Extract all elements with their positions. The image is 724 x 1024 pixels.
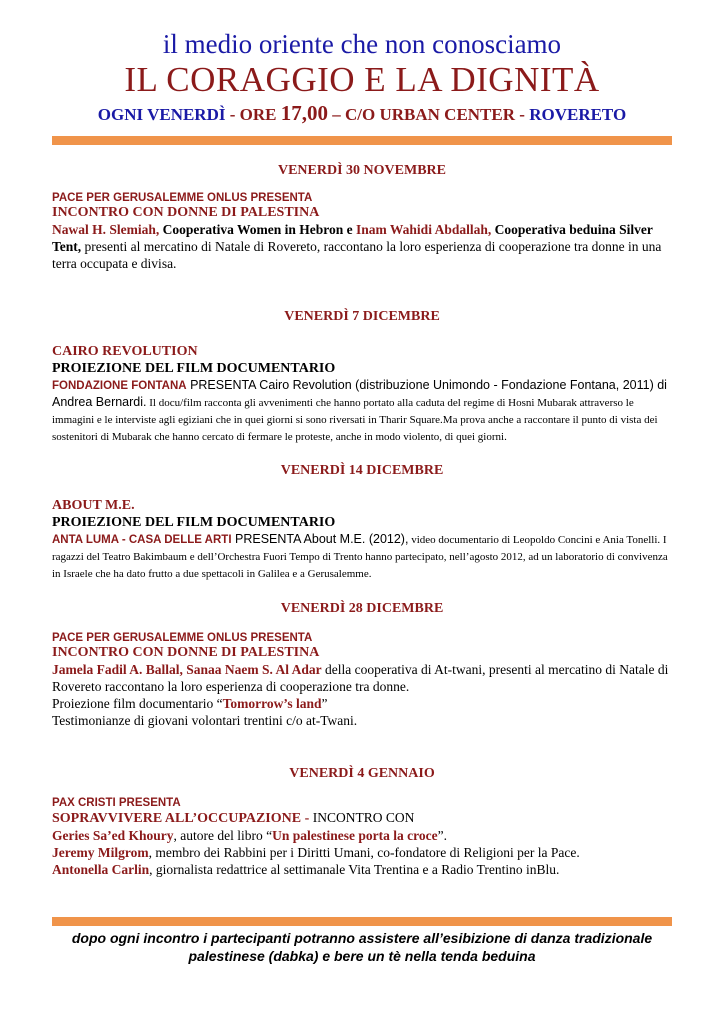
book-title: Un palestinese porta la croce [272,828,438,843]
event-title: INCONTRO CON DONNE DI PALESTINA [52,205,320,220]
event-description: Jamela Fadil A. Ballal, Sanaa Naem S. Al Adar della cooperativa di At-twani, presenti al mercatino di Natale di Rovereto raccontano la loro esperienza di cooperazione tra donne. [52,662,669,694]
schedule-city: ROVERETO [529,105,627,124]
event-organizer: PACE PER GERUSALEMME ONLUS PRESENTA [52,632,313,644]
event-30-novembre [52,163,672,272]
footer-note: dopo ogni incontro i partecipanti potranno assistere all’esibizione di danza tradizionale palestinese (dabka) e bere un tè nella tenda beduina [71,930,653,964]
event-organizer-line: FONDAZIONE FONTANA PRESENTA Cairo Revolution (distribuzione Unimondo - Fondazione Fontana, 2011) di Andrea Bernardi. Il docu/film racconta gli avvenimenti che hanno portato alla caduta del regime di Hosni Mubarak attraverso le immagini e le interviste agli egiziani che in quei giorni si sono riversati in Tharir Square.Ma prova anche a raccontare il punto di vista dei sostenitori di Mubarak che hanno cercato di fermare le proteste, anche in modo violento, di quei giorni. [52,378,667,443]
film-line: Proiezione film documentario “Tomorrow’s land” [52,696,328,711]
page-header [0,28,724,126]
schedule-separator: - [225,105,240,124]
schedule-time: 17,00 [280,101,328,125]
page-subtitle: il medio oriente che non conosciamo [162,29,562,59]
page-title: IL CORAGGIO E LA DIGNITÀ [124,60,600,99]
event-date: VENERDÌ 7 DICEMBRE [284,309,440,324]
schedule-ore: ORE [239,105,281,124]
testimony-line: Testimonianze di giovani volontari trentini c/o at-Twani. [52,713,358,728]
speaker-name: Inam Wahidi Abdallah, [356,222,492,237]
event-4-gennaio [52,766,672,878]
event-subtitle: PROIEZIONE DEL FILM DOCUMENTARIO [52,515,336,530]
event-7-dicembre [52,309,672,445]
event-title: INCONTRO CON DONNE DI PALESTINA [52,645,320,660]
event-14-dicembre [52,463,672,582]
event-title: ABOUT M.E. [52,498,135,513]
event-date: VENERDÌ 30 NOVEMBRE [277,163,446,178]
event-date: VENERDÌ 4 GENNAIO [289,766,435,781]
film-title: Tomorrow’s land [222,696,322,711]
event-date: VENERDÌ 14 DICEMBRE [280,463,444,478]
event-title-line: SOPRAVVIVERE ALL’OCCUPAZIONE - INCONTRO CON [52,810,415,826]
schedule-day: OGNI VENERDÌ [97,105,226,124]
speaker-line: Jeremy Milgrom, membro dei Rabbini per i Diritti Umani, co-fondatore di Religioni per la Pace. [52,845,580,860]
event-date: VENERDÌ 28 DICEMBRE [280,601,444,616]
speaker-name: Jeremy Milgrom [52,845,149,860]
speaker-name: Antonella Carlin [52,862,150,877]
event-organizer: PACE PER GERUSALEMME ONLUS PRESENTA [52,192,313,204]
schedule-line [0,102,724,126]
event-title: SOPRAVVIVERE ALL’OCCUPAZIONE - [52,811,313,826]
event-organizer: ANTA LUMA - CASA DELLE ARTI [52,534,232,546]
event-organizer: PAX CRISTI PRESENTA [52,797,181,809]
speaker-line: Geries Sa’ed Khoury, autore del libro “Un palestinese porta la croce”. [52,828,447,843]
event-organizer-line: ANTA LUMA - CASA DELLE ARTI PRESENTA About M.E. (2012), video documentario di Leopoldo Concini e Ania Tonelli. I ragazzi del Teatro Bakimbaum e dell’Orchestra Fuori Tempo di Trento hanno partecipato, nell’agosto 2012, ad un laboratorio di convivenza in Israele che ha dato frutto a due spettacoli in Galilea e a Gerusalemme. [52,532,668,580]
speaker-name: Geries Sa’ed Khoury [52,828,174,843]
top-divider-bar [52,136,672,145]
bottom-divider-bar [52,917,672,926]
event-description: Nawal H. Slemiah, Cooperativa Women in Hebron e Inam Wahidi Abdallah, Cooperativa beduina Silver Tent, presenti al mercatino di Natale di Rovereto, raccontano la loro esperienza di cooperazione tra donne in una terra occupata e divisa. [52,222,662,271]
event-title: CAIRO REVOLUTION [52,344,198,359]
event-subtitle: PROIEZIONE DEL FILM DOCUMENTARIO [52,361,336,376]
schedule-venue: – C/O URBAN CENTER [328,105,520,124]
speaker-name: Nawal H. Slemiah, [52,222,160,237]
event-organizer: FONDAZIONE FONTANA [52,380,187,392]
event-description: video documentario di Leopoldo Concini e Ania Tonelli. I ragazzi del Teatro Bakimbaum e dell’Orchestra Fuori Tempo di Trento hanno partecipato, nell’agosto 2012, ad un laboratorio di convivenza in Israele che ha dato frutto a due spettacoli in Galilea e a Gerusalemme. [52,534,668,580]
event-description: Il docu/film racconta gli avvenimenti che hanno portato alla caduta del regime di Hosni Mubarak attraverso le immagini e le interviste agli egiziani che in quei giorni si sono riversati in Tharir Square.Ma prova anche a raccontare il punto di vista dei sostenitori di Mubarak che hanno cercato di fermare le proteste, anche in modo violento, di quei giorni. [52,397,658,443]
speaker-line: Antonella Carlin, giornalista redattrice al settimanale Vita Trentina e a Radio Trentino inBlu. [52,862,560,877]
speaker-name: Jamela Fadil A. Ballal, Sanaa Naem S. Al Adar [52,662,322,677]
event-28-dicembre [52,601,672,729]
schedule-separator: - [519,105,530,124]
